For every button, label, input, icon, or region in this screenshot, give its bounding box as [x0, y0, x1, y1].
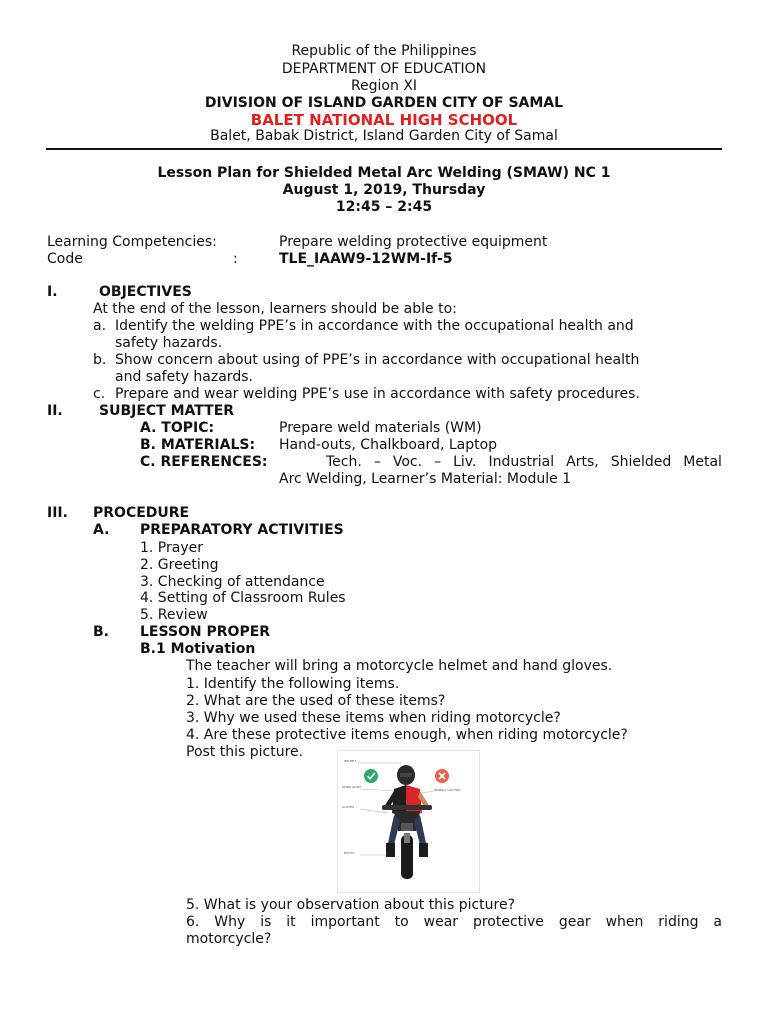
plan-date: August 1, 2019, Thursday — [282, 182, 486, 198]
code-colon: : — [233, 251, 238, 267]
handlebar — [382, 805, 432, 810]
check-icon — [364, 769, 378, 783]
motivation-question: 1. Identify the following items. — [186, 676, 400, 692]
references-word: Voc. — [392, 454, 423, 470]
plan-time: 12:45 – 2:45 — [335, 199, 433, 215]
question-word: 6. — [186, 914, 200, 930]
question-word: gear — [558, 914, 591, 930]
references-word: Liv. — [453, 454, 477, 470]
protective-gear-question — [186, 914, 722, 930]
materials-label: B. MATERIALS: — [140, 437, 256, 453]
objective-c-marker: c. — [93, 386, 106, 402]
objectives-intro: At the end of the lesson, learners should be able to: — [93, 301, 457, 317]
visor-shape — [400, 773, 412, 777]
left-boot — [386, 843, 395, 857]
materials-value: Hand-outs, Chalkboard, Laptop — [279, 437, 498, 453]
question-word: Why — [214, 914, 246, 930]
right-boot — [419, 843, 428, 857]
helmet-label: HELMET — [344, 759, 357, 763]
fork — [404, 833, 410, 843]
references-word: – — [373, 454, 381, 470]
question-word: a — [713, 914, 722, 930]
motivation-heading: B.1 Motivation — [140, 641, 256, 657]
question-word: when — [605, 914, 644, 930]
motivation-question: 3. Why we used these items when riding motorcycle? — [186, 710, 561, 726]
header-division: DIVISION OF ISLAND GARDEN CITY OF SAMAL — [204, 95, 564, 111]
question-word: protective — [472, 914, 544, 930]
code-value: TLE_IAAW9-12WM-If-5 — [279, 251, 453, 267]
references-word: Arts, — [566, 454, 599, 470]
lesson-proper-letter: B. — [93, 624, 109, 640]
observation-question: 5. What is your observation about this picture? — [186, 897, 516, 913]
references-word: Industrial — [488, 454, 555, 470]
references-label: C. REFERENCES: — [140, 454, 268, 470]
lesson-proper-heading: LESSON PROPER — [140, 624, 271, 640]
motorcycle-safety-picture — [337, 750, 480, 893]
objectives-number: I. — [47, 284, 58, 300]
competency-label: Learning Competencies: — [47, 234, 217, 250]
preparatory-item: 5. Review — [140, 607, 208, 623]
objective-a-text-cont: safety hazards. — [115, 335, 223, 351]
objective-a-text: Identify the welding PPE’s in accordance with the occupational health and — [115, 318, 634, 334]
references-value-cont: Arc Welding, Learner’s Material: Module 1 — [279, 471, 572, 487]
header-rule — [46, 148, 722, 150]
references-value — [326, 454, 722, 470]
header-republic: Republic of the Philippines — [291, 43, 477, 59]
motivation-question: 2. What are the used of these items? — [186, 693, 446, 709]
plan-title: Lesson Plan for Shielded Metal Arc Welding (SMAW) NC 1 — [157, 165, 611, 181]
clothing-label: GENERAL CLOTHING — [434, 789, 461, 792]
objectives-heading: OBJECTIVES — [99, 284, 192, 300]
preparatory-item: 3. Checking of attendance — [140, 574, 325, 590]
code-label: Code — [47, 251, 83, 267]
objective-c-text: Prepare and wear welding PPE’s use in accordance with safety procedures. — [115, 386, 640, 402]
references-word: Tech. — [326, 454, 362, 470]
question-word: riding — [658, 914, 699, 930]
header-school: BALET NATIONAL HIGH SCHOOL — [250, 111, 518, 129]
header-region: Region XI — [350, 78, 418, 94]
motivation-intro: The teacher will bring a motorcycle helmet and hand gloves. — [186, 658, 613, 674]
procedure-number: III. — [47, 505, 68, 521]
subject-number: II. — [47, 403, 63, 419]
motorcycle-rider-illustration — [338, 751, 479, 892]
preparatory-item: 2. Greeting — [140, 557, 219, 573]
references-word: Shielded — [610, 454, 672, 470]
subject-heading: SUBJECT MATTER — [99, 403, 235, 419]
question-word: to — [394, 914, 409, 930]
preparatory-heading: PREPARATORY ACTIVITIES — [140, 522, 344, 538]
headlight — [401, 823, 413, 831]
topic-label: A. TOPIC: — [140, 420, 215, 436]
question-word: important — [310, 914, 380, 930]
references-word: – — [434, 454, 442, 470]
boots-label: BOOTS — [344, 851, 355, 855]
objective-b-marker: b. — [93, 352, 107, 368]
references-word: Metal — [683, 454, 722, 470]
motivation-question: 4. Are these protective items enough, when riding motorcycle? — [186, 727, 628, 743]
post-picture-instruction: Post this picture. — [186, 744, 304, 760]
question-word: it — [286, 914, 296, 930]
question-word: wear — [423, 914, 459, 930]
preparatory-item: 4. Setting of Classroom Rules — [140, 590, 346, 606]
objective-a-marker: a. — [93, 318, 107, 334]
gloves-label: GLOVES — [342, 805, 355, 809]
objective-b-text: Show concern about using of PPE’s in accordance with occupational health — [115, 352, 640, 368]
preparatory-letter: A. — [93, 522, 110, 538]
question-word: is — [260, 914, 272, 930]
protective-gear-question-cont: motorcycle? — [186, 931, 272, 947]
header-address: Balet, Babak District, Island Garden City of Samal — [210, 128, 558, 144]
competency-value: Prepare welding protective equipment — [279, 234, 548, 250]
preparatory-item: 1. Prayer — [140, 540, 203, 556]
procedure-heading: PROCEDURE — [93, 505, 190, 521]
jacket-label: RIDING JACKET — [342, 786, 362, 789]
topic-value: Prepare weld materials (WM) — [279, 420, 482, 436]
header-department: DEPARTMENT OF EDUCATION — [281, 61, 487, 77]
objective-b-text-cont: and safety hazards. — [115, 369, 253, 385]
